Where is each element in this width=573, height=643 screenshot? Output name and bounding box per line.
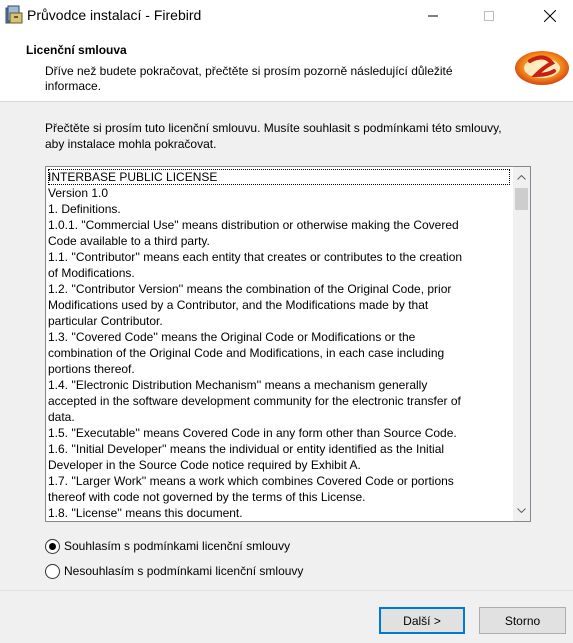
license-line: Code available to a third party. [48, 234, 210, 248]
firebird-logo [514, 47, 570, 87]
license-line: 1.2. ''Contributor Version'' means the combination of the Original Code, prior [48, 282, 452, 296]
license-line: 1.8. ''License'' means this document. [48, 506, 243, 520]
license-line: 1.0.1. "Commercial Use" means distribution or otherwise making the Covered [48, 218, 459, 232]
license-line: 1.6. ''Initial Developer'' means the individual or entity identified as the Initial [48, 442, 445, 456]
close-icon [544, 10, 556, 22]
window-title: Průvodce instalací - Firebird [27, 7, 202, 23]
page-subtitle: Dříve než budete pokračovat, přečtěte si prosím pozorně následující důležité informace. [45, 64, 453, 93]
license-text [48, 169, 510, 521]
license-instructions: Přečtěte si prosím tuto licenční smlouvu. Musíte souhlasit s podmínkami této smlouvy, aby instalace mohla pokračovat. [45, 121, 502, 151]
license-line: 1.7. ''Larger Work'' means a work which combines Covered Code or portions [48, 474, 454, 488]
footer-divider [0, 590, 573, 591]
license-textbox[interactable] [45, 166, 531, 522]
license-line: of Modifications. [48, 266, 135, 280]
decline-radio[interactable] [45, 564, 60, 579]
license-line: combination of the Original Code and Modifications, in each case including [48, 346, 445, 360]
license-line: portions thereof. [48, 362, 135, 376]
decline-label[interactable]: Nesouhlasím s podmínkami licenční smlouvy [64, 564, 304, 578]
license-line: 1.3. ''Covered Code'' means the Original Code or Modifications or the [48, 330, 416, 344]
license-scrollbar[interactable] [513, 167, 530, 521]
license-line: Developer in the Source Code notice required by Exhibit A. [48, 458, 361, 472]
wizard-header [0, 31, 573, 102]
license-line: INTERBASE PUBLIC LICENSE [48, 169, 510, 185]
decline-option[interactable] [45, 562, 303, 580]
scroll-thumb[interactable] [515, 188, 528, 210]
license-line: 1.5. ''Executable'' means Covered Code in any form other than Source Code. [48, 426, 457, 440]
next-button[interactable]: Další > [379, 607, 465, 634]
title-bar [0, 0, 573, 31]
license-line: accepted in the software development community for the electronic transfer of [48, 394, 461, 408]
chevron-down-icon [517, 508, 526, 513]
license-line: 1.4. ''Electronic Distribution Mechanism'' means a mechanism generally [48, 378, 428, 392]
installer-icon [5, 5, 23, 25]
license-line: data. [48, 410, 75, 424]
maximize-button[interactable] [466, 0, 512, 31]
maximize-icon [484, 11, 494, 21]
accept-option[interactable] [45, 537, 290, 555]
license-line: Modifications used by a Contributor, and the Modifications made by that [48, 298, 429, 312]
scroll-down-button[interactable] [513, 502, 530, 519]
chevron-up-icon [517, 175, 526, 180]
license-line: 1.1. ''Contributor'' means each entity that creates or contributes to the creation [48, 250, 463, 264]
scroll-up-button[interactable] [513, 169, 530, 186]
license-line: Version 1.0 [48, 186, 109, 200]
minimize-icon [428, 11, 438, 21]
page-title: Licenční smlouva [26, 43, 127, 57]
accept-label[interactable]: Souhlasím s podmínkami licenční smlouvy [64, 539, 291, 553]
cancel-button[interactable]: Storno [479, 607, 566, 634]
license-line: 1. Definitions. [48, 202, 121, 216]
minimize-button[interactable] [410, 0, 456, 31]
license-line: particular Contributor. [48, 314, 163, 328]
close-button[interactable] [527, 0, 573, 31]
license-line: thereof with code not governed by the terms of this License. [48, 490, 366, 504]
accept-radio[interactable] [45, 539, 60, 554]
